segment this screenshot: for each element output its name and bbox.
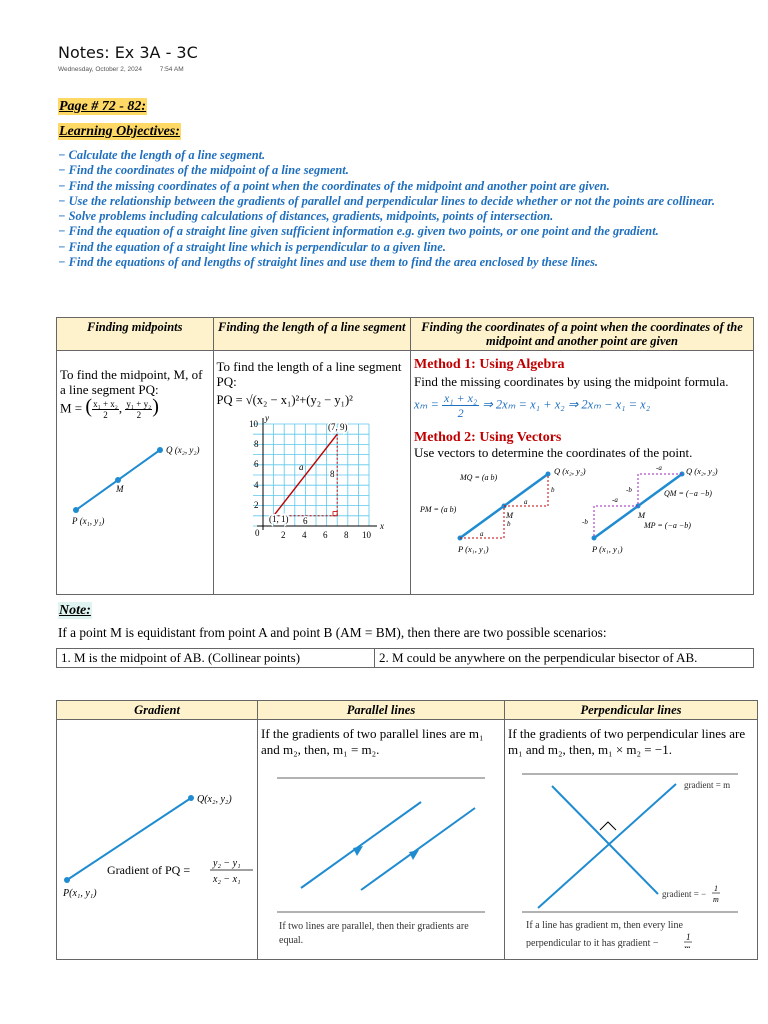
page-reference: Page # 72 - 82: bbox=[59, 99, 147, 114]
midpoint-den-y: 2 bbox=[136, 410, 142, 420]
gradient-diagram bbox=[57, 720, 257, 950]
perpendicular-cell bbox=[505, 720, 758, 960]
label-b-2: b bbox=[551, 486, 555, 494]
midpoint-formula-lhs: M = bbox=[60, 400, 83, 416]
point-q bbox=[546, 472, 551, 477]
header-parallel: Parallel lines bbox=[258, 701, 505, 720]
gradient-formula-lhs: Gradient of PQ = bbox=[107, 863, 191, 877]
page-time: 7:54 AM bbox=[159, 66, 184, 73]
note-heading: Note: bbox=[59, 603, 91, 618]
parallel-caption: If two lines are parallel, then their gradients are equal. bbox=[279, 921, 469, 946]
gradient-m-label: gradient = m bbox=[684, 780, 731, 790]
point-p bbox=[592, 536, 597, 541]
objective-item: − Calculate the length of a line segment. bbox=[58, 148, 758, 163]
scenario-1: 1. M is the midpoint of AB. (Collinear points) bbox=[57, 649, 375, 668]
method1-title: Method 1: Using Algebra bbox=[414, 357, 565, 372]
objective-item: − Find the missing coordinates of a point when the coordinates of the midpoint and another point are given. bbox=[58, 179, 758, 194]
objective-item: − Find the coordinates of the midpoint of a line segment. bbox=[58, 163, 758, 178]
y-tick: 4 bbox=[253, 480, 258, 490]
side-a-label: a bbox=[298, 462, 303, 472]
parallel-line-2 bbox=[361, 808, 475, 890]
label-p: P(x₁, y₁) bbox=[63, 888, 97, 899]
length-text: To find the length of a line segment PQ: bbox=[216, 359, 402, 389]
y-tick: 8 bbox=[253, 439, 258, 449]
page-date: Wednesday, October 2, 2024 bbox=[58, 66, 142, 73]
caption-den: m bbox=[684, 943, 691, 948]
perpendicular-text: If the gradients of two perpendicular lines are m₁ and m₂, then, m₁ × m₂ = −1. bbox=[508, 726, 746, 757]
label-b-1: b bbox=[507, 520, 511, 528]
arrow-icon bbox=[353, 846, 363, 856]
label-m: M bbox=[506, 510, 514, 520]
side-8-label: 8 bbox=[329, 469, 334, 479]
header-length: Finding the length of a line segment bbox=[213, 318, 411, 351]
midpoint-diagram bbox=[58, 426, 208, 526]
right-angle-mark bbox=[333, 512, 337, 516]
label-m: M bbox=[116, 484, 124, 494]
x-tick: 4 bbox=[301, 530, 306, 540]
label-q: Q (x₂, y₂) bbox=[554, 466, 586, 476]
label-p: P (x₁, y₁) bbox=[592, 544, 623, 554]
learning-objectives-heading: Learning Objectives: bbox=[59, 124, 180, 139]
note-text: If a point M is equidistant from point A and point B (AM = BM), then there are two possible scenarios: bbox=[58, 625, 607, 640]
objective-item: − Solve problems including calculations of distances, gradients, midpoints, points of intersection. bbox=[58, 209, 758, 224]
label-pm: PM = (a b) bbox=[420, 505, 457, 514]
point-a-label: (1, 1) bbox=[268, 514, 288, 524]
label-a-2: a bbox=[524, 498, 528, 506]
point-p bbox=[64, 877, 70, 883]
perpendicular-line-2 bbox=[538, 784, 676, 908]
x-tick: 2 bbox=[280, 530, 285, 540]
parallel-line-1 bbox=[301, 802, 421, 888]
label-p: P (x₁, y₁) bbox=[72, 516, 105, 526]
header-gradient: Gradient bbox=[57, 701, 258, 720]
label-q: Q(x₂, y₂) bbox=[197, 794, 232, 805]
equation-rest: ⇒ 2xₘ = x₁ + x₂ ⇒ 2xₘ − x₁ = x₂ bbox=[482, 397, 651, 412]
equation-num: x₁ + x₂ bbox=[444, 391, 478, 405]
y-axis-label: y bbox=[264, 414, 269, 423]
gradient-neg-num: 1 bbox=[714, 884, 718, 893]
label-qm: QM = (−a −b) bbox=[664, 489, 712, 498]
point-q bbox=[157, 447, 163, 453]
perpendicular-line-1 bbox=[552, 786, 658, 894]
page-timestamp bbox=[58, 66, 200, 73]
midpoint-cell bbox=[57, 351, 214, 595]
label-neg-b-2: -b bbox=[582, 518, 588, 526]
gradient-neg-label: gradient = − bbox=[662, 889, 707, 899]
method2-text: Use vectors to determine the coordinates of the point. bbox=[414, 445, 693, 460]
method1-text: Find the missing coordinates by using the midpoint formula. bbox=[414, 374, 729, 389]
midpoint-equation bbox=[414, 391, 750, 420]
y-tick: 6 bbox=[253, 459, 258, 469]
vector-diagrams bbox=[414, 462, 750, 562]
midpoint-num-y: y₁ + y₂ bbox=[126, 399, 152, 409]
objective-item: − Find the equation of a straight line given sufficient information e.g. given two points, or one point and the gradient. bbox=[58, 224, 758, 239]
x-tick: 6 bbox=[322, 530, 327, 540]
label-mp: MP = (−a −b) bbox=[644, 521, 691, 530]
right-angle-mark bbox=[600, 822, 616, 830]
length-cell bbox=[213, 351, 411, 595]
gradient-neg-den: m bbox=[713, 895, 719, 904]
perpendicular-caption-2: perpendicular to it has gradient − bbox=[526, 938, 659, 948]
x-axis-label: x bbox=[379, 521, 384, 531]
method2-title: Method 2: Using Vectors bbox=[414, 430, 562, 445]
x-tick: 8 bbox=[343, 530, 348, 540]
header-midpoints: Finding midpoints bbox=[57, 318, 214, 351]
objective-item: − Find the equation of a straight line which is perpendicular to a given line. bbox=[58, 240, 758, 255]
page-title: Notes: Ex 3A - 3C bbox=[58, 43, 198, 62]
label-a-1: a bbox=[480, 530, 484, 538]
y-tick: 10 bbox=[248, 419, 258, 429]
objective-item: − Find the equations of and lengths of straight lines and use them to find the area enclosed by these lines. bbox=[58, 255, 758, 270]
point-q bbox=[188, 795, 194, 801]
length-graph bbox=[217, 414, 407, 554]
objective-item: − Use the relationship between the gradients of parallel and perpendicular lines to decide whether or not the points are collinear. bbox=[58, 194, 758, 209]
parallel-diagram bbox=[261, 762, 501, 942]
coordinates-cell bbox=[411, 351, 754, 595]
point-b-label: (7, 9) bbox=[327, 422, 347, 432]
equation-den: 2 bbox=[457, 406, 464, 420]
x-tick: 10 bbox=[361, 530, 371, 540]
point-m bbox=[115, 477, 121, 483]
parallel-text: If the gradients of two parallel lines are m₁ and m₂, then, m₁ = m₂. bbox=[261, 726, 484, 757]
scenarios-table bbox=[56, 648, 754, 668]
arrow-icon bbox=[409, 850, 419, 860]
caption-num: 1 bbox=[686, 932, 691, 942]
gradient-table bbox=[56, 700, 758, 960]
label-neg-a-1: -a bbox=[656, 464, 662, 472]
label-p: P (x₁, y₁) bbox=[458, 544, 489, 554]
right-vector-diagram bbox=[582, 464, 718, 554]
graph-grid bbox=[253, 424, 369, 526]
objectives-list bbox=[58, 148, 758, 270]
label-neg-a-2: -a bbox=[612, 496, 618, 504]
point-p bbox=[73, 507, 79, 513]
midpoint-formula: M = ( $\frac{\text{x₁ + x₂}}{2}$ , $\frac{\text{y₁ + y₂}}{2}$ ) bbox=[60, 395, 159, 420]
parallel-cell bbox=[258, 720, 505, 960]
side-6-label: 6 bbox=[302, 516, 307, 526]
scenario-2: 2. M could be anywhere on the perpendicular bisector of AB. bbox=[375, 649, 754, 668]
label-m: M bbox=[638, 510, 646, 520]
left-vector-diagram bbox=[419, 466, 586, 554]
y-tick: 2 bbox=[253, 500, 258, 510]
gradient-numerator: y₂ − y₁ bbox=[213, 858, 241, 869]
header-perpendicular: Perpendicular lines bbox=[505, 701, 758, 720]
header-coordinates: Finding the coordinates of a point when the coordinates of the midpoint and another point are given bbox=[411, 318, 754, 351]
origin-label: 0 bbox=[254, 528, 259, 538]
label-mq: MQ = (a b) bbox=[460, 473, 498, 482]
midpoint-den-x: 2 bbox=[103, 410, 108, 420]
label-neg-b-1: -b bbox=[626, 486, 632, 494]
midpoint-text: To find the midpoint, M, of a line segment PQ: bbox=[60, 367, 203, 397]
perpendicular-caption-1: If a line has gradient m, then every line bbox=[526, 920, 683, 931]
equation-lhs: xₘ = bbox=[414, 397, 439, 412]
length-formula: PQ = √(x₂ − x₁)²+(y₂ − y₁)² bbox=[216, 393, 353, 407]
midpoint-num-x: x₁ + x₂ bbox=[93, 399, 118, 409]
label-q: Q (x₂, y₂) bbox=[686, 466, 718, 476]
label-q: Q (x₂, y₂) bbox=[166, 445, 200, 455]
formulas-table bbox=[56, 317, 754, 595]
gradient-cell bbox=[57, 720, 258, 960]
gradient-denominator: x₂ − x₁ bbox=[213, 874, 241, 885]
perpendicular-diagram bbox=[508, 762, 754, 948]
